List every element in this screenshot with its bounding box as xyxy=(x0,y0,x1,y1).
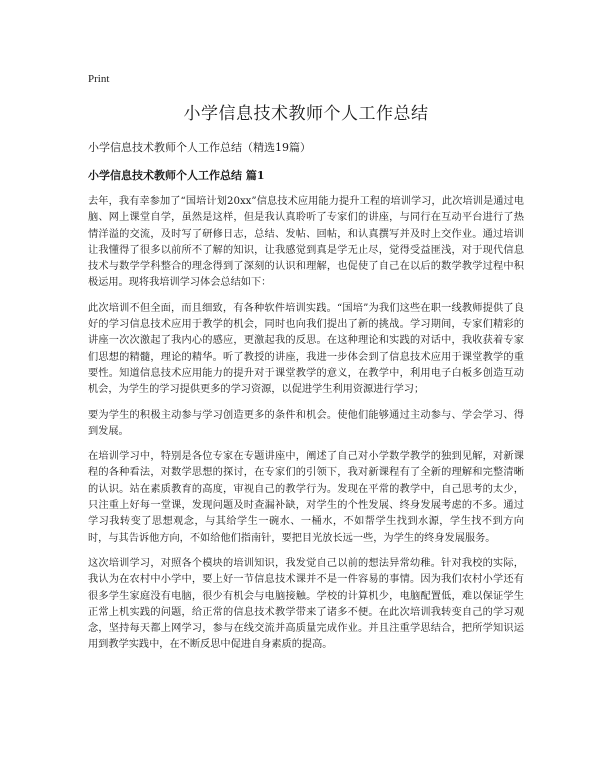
paragraph-2: 此次培训不但全面，而且细致，有各种软件培训实践。“国培”为我们这些在职一线教师提供了良好的学习信息技术应用于教学的机会，同时也向我们提出了新的挑战。学习期间，专家们精彩的讲座一次次激起了我内心的感应，更激起我的反思。在这种理论和实践的对话中，我收获着专家们思想的精髓，理论的精华。听了教授的讲座，我进一步体会到了信息技术应用于课堂教学的重要性。知道信息技术应用能力的提升对于课堂教学的意义，在教学中，利用电子白板多创造互动机会，为学生的学习提供更多的学习资源，以促进学生利用资源进行学习； xyxy=(88,302,524,396)
document-subtitle: 小学信息技术教师个人工作总结（精选19篇） xyxy=(88,141,311,154)
paragraph-5: 这次培训学习，对照各个模块的培训知识，我发觉自己以前的想法异常幼稚。针对我校的实际，我认为在农村中小学中，要上好一节信息技术课并不是一件容易的事情。因为我们农村小学还有很多学生家庭没有电脑，很少有机会与电脑接触。学校的计算机少，电脑配置低，难以保证学生正常上机实践的问题，给正常的信息技术教学带来了诸多不便。在此次培训我转变自己的学习观念，坚持每天都上网学习，参与在线交流并高质量完成作业。并且注重学思结合，把所学知识运用到教学实践中，在不断反思中促进自身素质的提高。 xyxy=(88,557,524,651)
paragraph-3: 要为学生的积极主动参与学习创造更多的条件和机会。使他们能够通过主动参与、学会学习、得到发展。 xyxy=(88,409,524,437)
print-link[interactable]: Print xyxy=(88,73,110,85)
page-title: 小学信息技术教师个人工作总结 xyxy=(183,104,429,124)
paragraph-4: 在培训学习中，特别是各位专家在专题讲座中，阐述了自己对小学数学教学的独到见解，对新课程的各种看法，对数学思想的探讨，在专家们的引领下，我对新课程有了全新的理解和完整清晰的认识。站在素质教育的高度，审视自己的教学行为。发现在平常的教学中，自己思考的太少，只注重上好每一堂课，发现问题及时查漏补缺，对学生的个性发展、终身发展考虑的不多。通过学习我转变了思想观念，与其给学生一碗水、一桶水，不如帮学生找到水源，学生找不到方向时，与其告诉他方向，不如给他们指南针，要把目光放长远一些，为学生的终身发展服务。 xyxy=(88,451,524,544)
section-heading: 小学信息技术教师个人工作总结 篇1 xyxy=(88,169,265,182)
paragraph-1: 去年，我有幸参加了“国培计划20xx”信息技术应用能力提升工程的培训学习，此次培训是通过电脑、网上课堂自学，虽然是这样，但是我认真聆听了专家们的讲座，与同行在互动平台进行了热情洋溢的交流，及时写了研修日志，总结、发帖、回帖，和认真撰写并及时上交作业。通过培训让我懂得了很多以前所不了解的知识，让我感觉到真是学无止尽，觉得受益匪浅，对于现代信息技术与数学学科整合的理念得到了深刻的认识和理解，也促使了自己在以后的数学教学过程中积极运用。现将我培训学习体会总结如下： xyxy=(88,196,524,289)
